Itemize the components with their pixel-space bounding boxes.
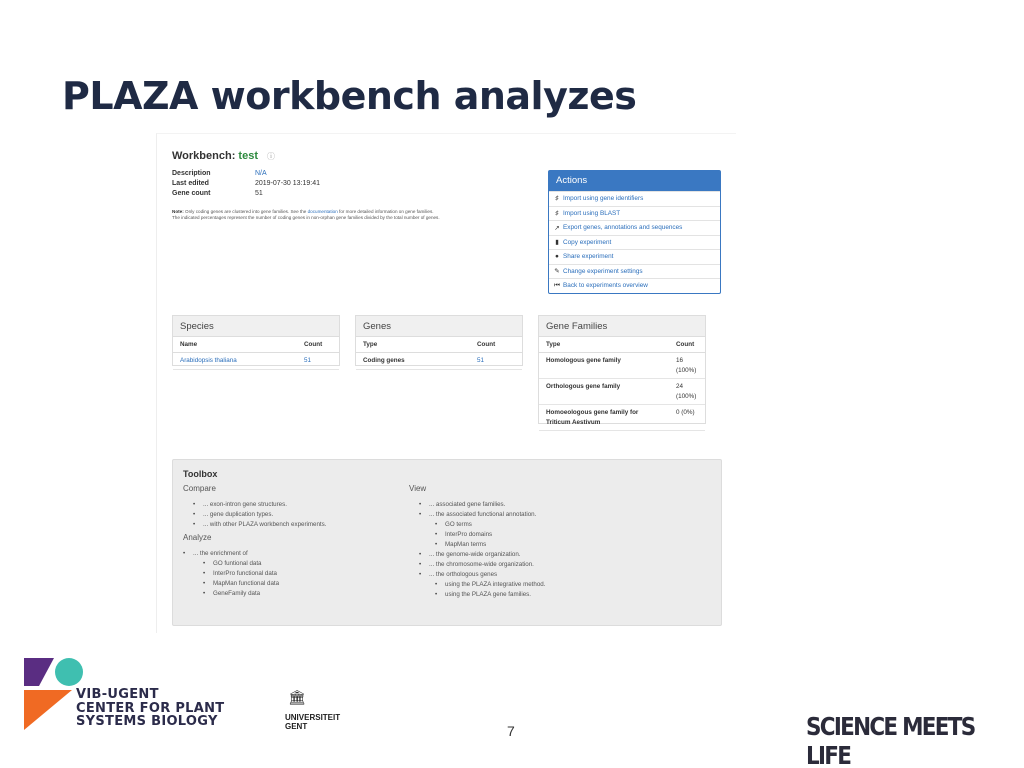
- meta-value: 51: [255, 190, 263, 197]
- family-count-value: 16: [676, 357, 684, 364]
- slide-title: PLAZA workbench analyzes: [62, 74, 637, 118]
- science-meets-life-tagline: SCIENCE MEETS LIFE: [806, 712, 975, 768]
- workbench-header: [172, 150, 275, 162]
- family-type: Homoeologous gene family for Triticum Aestivum: [539, 405, 669, 431]
- meta-key: Last edited: [172, 180, 209, 187]
- analyze-heading: Analyze: [183, 533, 212, 542]
- view-link[interactable]: • using the PLAZA integrative method.: [417, 580, 545, 590]
- view-link[interactable]: • ... associated gene families.: [417, 500, 545, 510]
- actions-panel: [548, 170, 721, 294]
- gene-families-title: Gene Families: [539, 316, 705, 337]
- ugent-line: GENT: [285, 722, 308, 731]
- meta-value[interactable]: N/A: [255, 170, 267, 177]
- user-icon: ●: [555, 253, 559, 261]
- note-part-1: Only coding genes are clustered into gene families. See the: [185, 209, 307, 214]
- action-export[interactable]: [549, 220, 720, 235]
- column-header: Count: [297, 337, 339, 353]
- family-count-value: 0 (0%): [669, 405, 705, 431]
- copy-icon: ▮: [555, 239, 559, 247]
- view-link[interactable]: • InterPro domains: [417, 530, 545, 540]
- analyze-link[interactable]: • GeneFamily data: [181, 589, 279, 599]
- column-header: Type: [539, 337, 669, 353]
- analyze-item: • ... the enrichment of: [181, 549, 279, 559]
- view-link[interactable]: • GO terms: [417, 520, 545, 530]
- analyze-list: [181, 549, 279, 599]
- view-list: [417, 500, 545, 600]
- compare-link[interactable]: • ... gene duplication types.: [191, 510, 326, 520]
- view-link[interactable]: • using the PLAZA gene families.: [417, 590, 545, 600]
- action-import-gene-identifiers[interactable]: [549, 191, 720, 206]
- action-label: Change experiment settings: [563, 267, 643, 275]
- view-heading: View: [409, 484, 427, 493]
- species-panel: [172, 315, 340, 366]
- family-type: Homologous gene family: [539, 353, 669, 379]
- action-label: Export genes, annotations and sequences: [563, 224, 683, 232]
- action-label: Import using gene identifiers: [563, 195, 644, 203]
- meta-key: Gene count: [172, 190, 211, 197]
- species-title: Species: [173, 316, 339, 337]
- column-header: Type: [356, 337, 470, 353]
- family-type: Orthologous gene family: [539, 379, 669, 405]
- workbench-screenshot: [156, 133, 736, 633]
- action-import-blast[interactable]: [549, 206, 720, 221]
- compare-list: [191, 500, 326, 530]
- vib-ugent-wordmark: [76, 688, 224, 729]
- note-text: [172, 209, 472, 221]
- action-change-settings[interactable]: [549, 264, 720, 279]
- family-count: [669, 379, 705, 405]
- meta-value: 2019-07-30 13:19:41: [255, 180, 320, 187]
- ugent-wordmark: [285, 713, 340, 731]
- compare-heading: Compare: [183, 484, 216, 493]
- table-row: [539, 405, 705, 431]
- analyze-link[interactable]: • MapMan functional data: [181, 579, 279, 589]
- export-icon: ↗: [554, 224, 560, 232]
- action-label: Copy experiment: [563, 238, 612, 246]
- ugent-line: UNIVERSITEIT: [285, 713, 341, 722]
- family-count-value: 24: [676, 383, 684, 390]
- info-icon[interactable]: ⓘ: [267, 152, 276, 161]
- meta-key: Description: [172, 170, 211, 177]
- action-back-overview[interactable]: [549, 278, 720, 293]
- table-row: [173, 353, 339, 370]
- genes-title: Genes: [356, 316, 522, 337]
- analyze-link[interactable]: • GO funtional data: [181, 559, 279, 569]
- workbench-label: Workbench:: [172, 150, 236, 162]
- gene-count-link[interactable]: 51: [470, 353, 522, 370]
- family-count-percent: (100%): [676, 366, 697, 374]
- column-header: Name: [173, 337, 297, 353]
- note-line-2: The indicated percentages represent the number of coding genes in non-orphan gene families divided by the total number of genes.: [172, 215, 440, 220]
- column-header: Count: [669, 337, 705, 353]
- note-part-2: for more detailed information on gene families.: [339, 209, 434, 214]
- view-item: • ... the orthologous genes: [417, 570, 545, 580]
- page-number: 7: [507, 723, 515, 739]
- edit-icon: ✎: [554, 268, 560, 276]
- column-header: Count: [470, 337, 522, 353]
- action-copy-experiment[interactable]: [549, 235, 720, 250]
- view-link[interactable]: • ... the chromosome-wide organization.: [417, 560, 545, 570]
- genes-panel: [355, 315, 523, 366]
- view-link[interactable]: • MapMan terms: [417, 540, 545, 550]
- vib-line: VIB-UGENT: [76, 687, 159, 702]
- toolbox-panel: [172, 459, 722, 626]
- species-name-link[interactable]: Arabidopsis thaliana: [173, 353, 297, 370]
- compare-link[interactable]: • ... exon-intron gene structures.: [191, 500, 326, 510]
- import-icon: ♯: [555, 195, 559, 203]
- view-item: • ... the associated functional annotation.: [417, 510, 545, 520]
- action-label: Share experiment: [563, 253, 614, 261]
- table-row: [356, 353, 522, 370]
- toolbox-title: Toolbox: [183, 469, 218, 479]
- vib-line: SYSTEMS BIOLOGY: [76, 714, 218, 729]
- gene-families-panel: [538, 315, 706, 424]
- table-row: [539, 379, 705, 405]
- gene-type: Coding genes: [356, 353, 470, 370]
- vib-line: CENTER FOR PLANT: [76, 700, 225, 716]
- experiment-meta: [172, 169, 320, 199]
- compare-link[interactable]: • ... with other PLAZA workbench experiments.: [191, 520, 326, 530]
- documentation-link[interactable]: documentation: [307, 209, 338, 214]
- import-icon: ♯: [555, 209, 559, 217]
- action-label: Back to experiments overview: [563, 282, 648, 290]
- view-link[interactable]: • ... the genome-wide organization.: [417, 550, 545, 560]
- action-share-experiment[interactable]: [549, 249, 720, 264]
- family-count: [669, 353, 705, 379]
- table-row: [539, 353, 705, 379]
- family-count-percent: (100%): [676, 392, 697, 400]
- actions-title: Actions: [549, 171, 720, 191]
- university-building-icon: 🏛: [288, 689, 306, 705]
- experiment-name[interactable]: test: [238, 150, 258, 162]
- analyze-link[interactable]: • InterPro functional data: [181, 569, 279, 579]
- action-label: Import using BLAST: [563, 209, 621, 217]
- note-label: Note:: [172, 209, 184, 214]
- species-count-link[interactable]: 51: [297, 353, 339, 370]
- back-icon: ⏮: [554, 281, 560, 289]
